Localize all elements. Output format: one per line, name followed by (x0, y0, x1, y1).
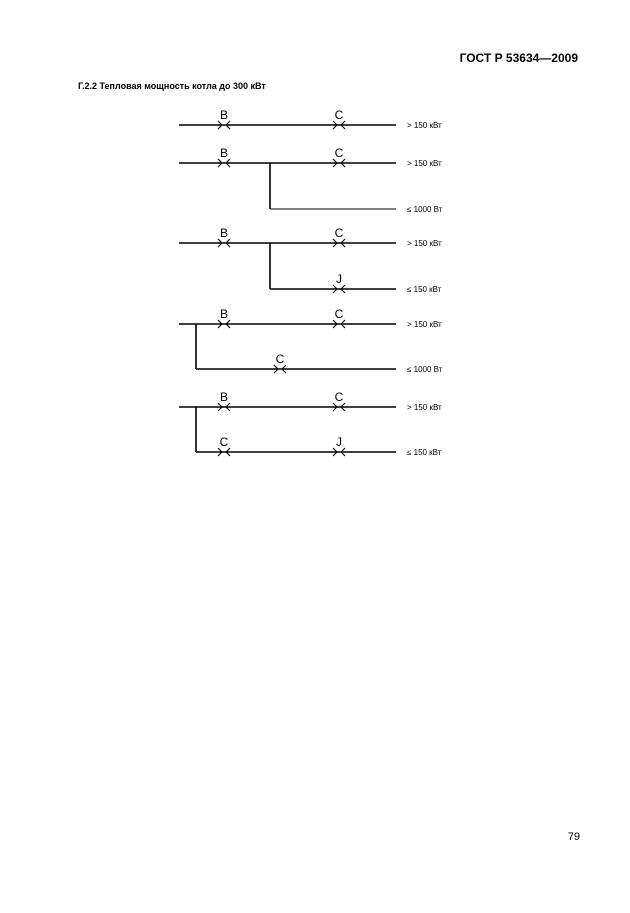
page-number: 79 (567, 831, 580, 843)
branch-power-label: ≤ 1000 Вт (407, 365, 443, 374)
standard-header: ГОСТ Р 53634—2009 (459, 51, 578, 65)
diagram-group-1 (179, 108, 442, 130)
fitting-main-1-letter: B (219, 108, 229, 122)
main-power-label: > 150 кВт (407, 239, 442, 248)
fitting-branch-1-letter: J (336, 272, 342, 286)
main-power-label: > 150 кВт (407, 159, 442, 168)
diagram-group-5 (179, 390, 442, 457)
fitting-main-2-letter: C (334, 108, 344, 122)
diagram-group-2 (179, 146, 443, 214)
main-power-label: > 150 кВт (407, 320, 442, 329)
fitting-branch-2-letter: J (336, 435, 342, 449)
fitting-main-2-letter: C (334, 307, 344, 321)
diagram-group-4 (179, 307, 443, 374)
branch-power-label: ≤ 150 кВт (407, 285, 442, 294)
main-power-label: > 150 кВт (407, 403, 442, 412)
fitting-main-1-letter: B (219, 390, 229, 404)
branch-power-label: ≤ 1000 Вт (407, 205, 443, 214)
main-power-label: > 150 кВт (407, 121, 442, 130)
fitting-main-1-letter: B (219, 226, 229, 240)
fitting-main-1-letter: B (219, 146, 229, 160)
fitting-branch-1-letter: C (219, 435, 229, 449)
section-heading: Г.2.2 Тепловая мощность котла до 300 кВт (78, 81, 266, 91)
fitting-main-2-letter: C (334, 226, 344, 240)
fitting-main-2-letter: C (334, 390, 344, 404)
branch-power-label: ≤ 150 кВт (407, 448, 442, 457)
diagram-group-3 (179, 226, 442, 294)
fitting-main-2-letter: C (334, 146, 344, 160)
fitting-main-1-letter: B (219, 307, 229, 321)
fitting-branch-1-letter: C (275, 352, 285, 366)
